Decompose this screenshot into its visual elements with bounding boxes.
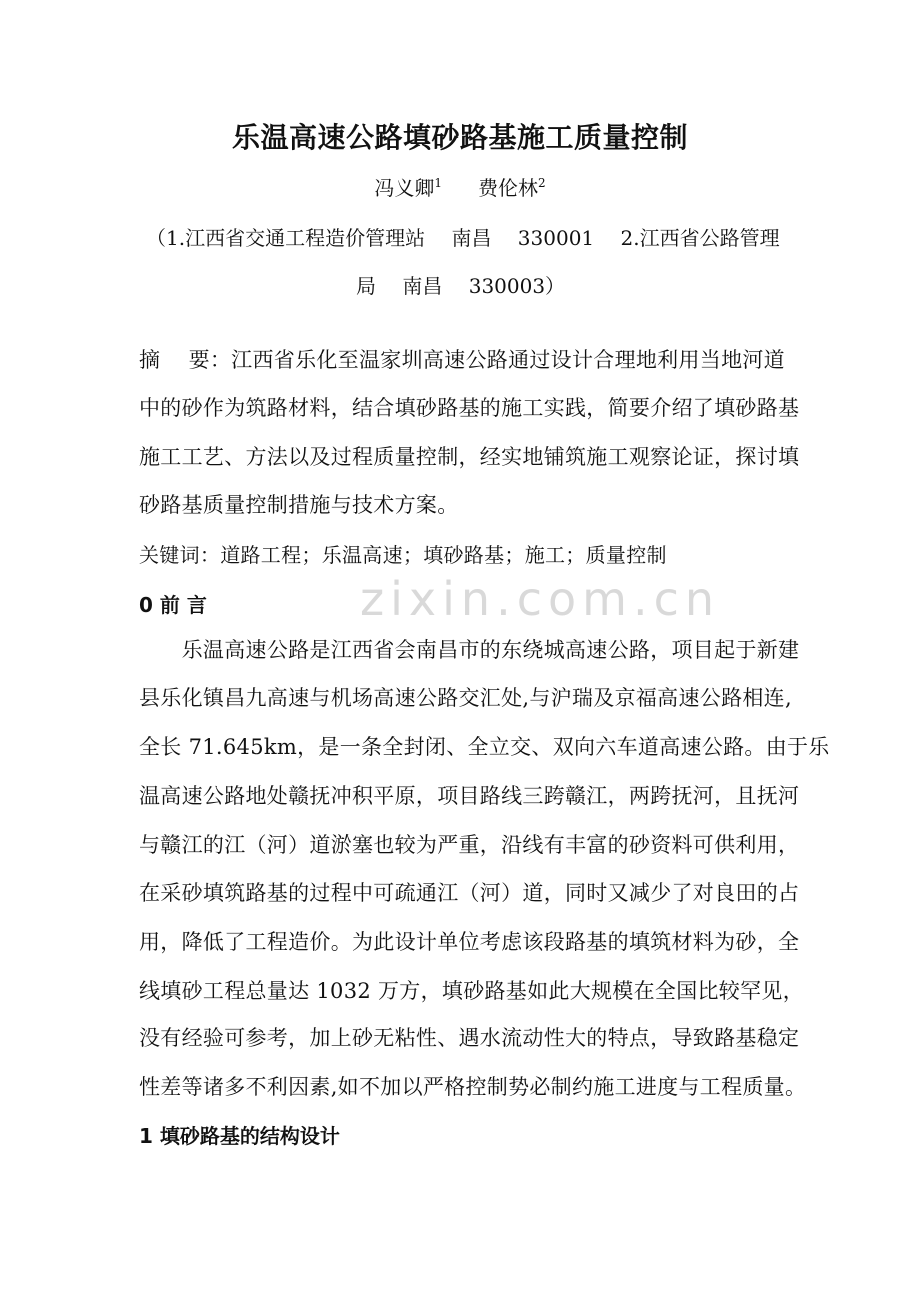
paragraph-line: 线填砂工程总量达 1032 万方，填砂路基如此大规模在全国比较罕见，: [139, 979, 804, 1003]
document-title: 乐温高速公路填砂路基施工质量控制: [231, 121, 688, 154]
abstract-line: 中的砂作为筑路材料，结合填砂路基的施工实践，简要介绍了填砂路基: [139, 396, 800, 420]
paragraph-line: 全长 71.645km，是一条全封闭、全立交、双向六车道高速公路。由于乐: [139, 735, 830, 759]
paragraph-line: 与赣江的江（河）道淤塞也较为严重，沿线有丰富的砂资料可供利用，: [139, 833, 800, 857]
paragraph-line: 在采砂填筑路基的过程中可疏通江（河）道，同时又减少了对良田的占: [139, 881, 800, 905]
affiliation-line: 局 南昌 330003）: [356, 274, 566, 298]
author-name: 冯义卿: [374, 176, 435, 200]
author-affiliation-mark: 1: [434, 176, 442, 190]
author-name: 费伦林: [478, 176, 538, 200]
abstract-line: 摘 要：江西省乐化至温家圳高速公路通过设计合理地利用当地河道: [139, 348, 785, 372]
paragraph-line: 用，降低了工程造价。为此设计单位考虑该段路基的填筑材料为砂，全: [139, 930, 800, 954]
paragraph-line: 温高速公路地处赣抚冲积平原，项目路线三跨赣江，两跨抚河，且抚河: [139, 784, 800, 808]
author-line: [0, 172, 920, 201]
affiliation-line: （1.江西省交通工程造价管理站 南昌 330001 2.江西省公路管理: [146, 226, 780, 250]
section-heading: 1 填砂路基的结构设计: [139, 1124, 340, 1148]
section-heading: 0 前 言: [139, 593, 207, 617]
abstract-line: 施工工艺、方法以及过程质量控制，经实地铺筑施工观察论证，探讨填: [139, 445, 800, 469]
watermark: zixin.com.cn: [360, 572, 721, 626]
abstract-line: 砂路基质量控制措施与技术方案。: [139, 493, 459, 517]
paragraph-line: 性差等诸多不利因素,如不加以严格控制势必制约施工进度与工程质量。: [139, 1075, 807, 1099]
keywords-line: 关键词：道路工程；乐温高速；填砂路基；施工；质量控制: [139, 543, 667, 567]
paragraph-line: 没有经验可参考，加上砂无粘性、遇水流动性大的特点，导致路基稳定: [139, 1026, 800, 1050]
paragraph-line: 乐温高速公路是江西省会南昌市的东绕城高速公路，项目起于新建: [139, 638, 800, 662]
author-affiliation-mark: 2: [538, 176, 546, 190]
paragraph-line: 县乐化镇昌九高速与机场高速公路交汇处,与沪瑞及京福高速公路相连,: [139, 686, 792, 710]
